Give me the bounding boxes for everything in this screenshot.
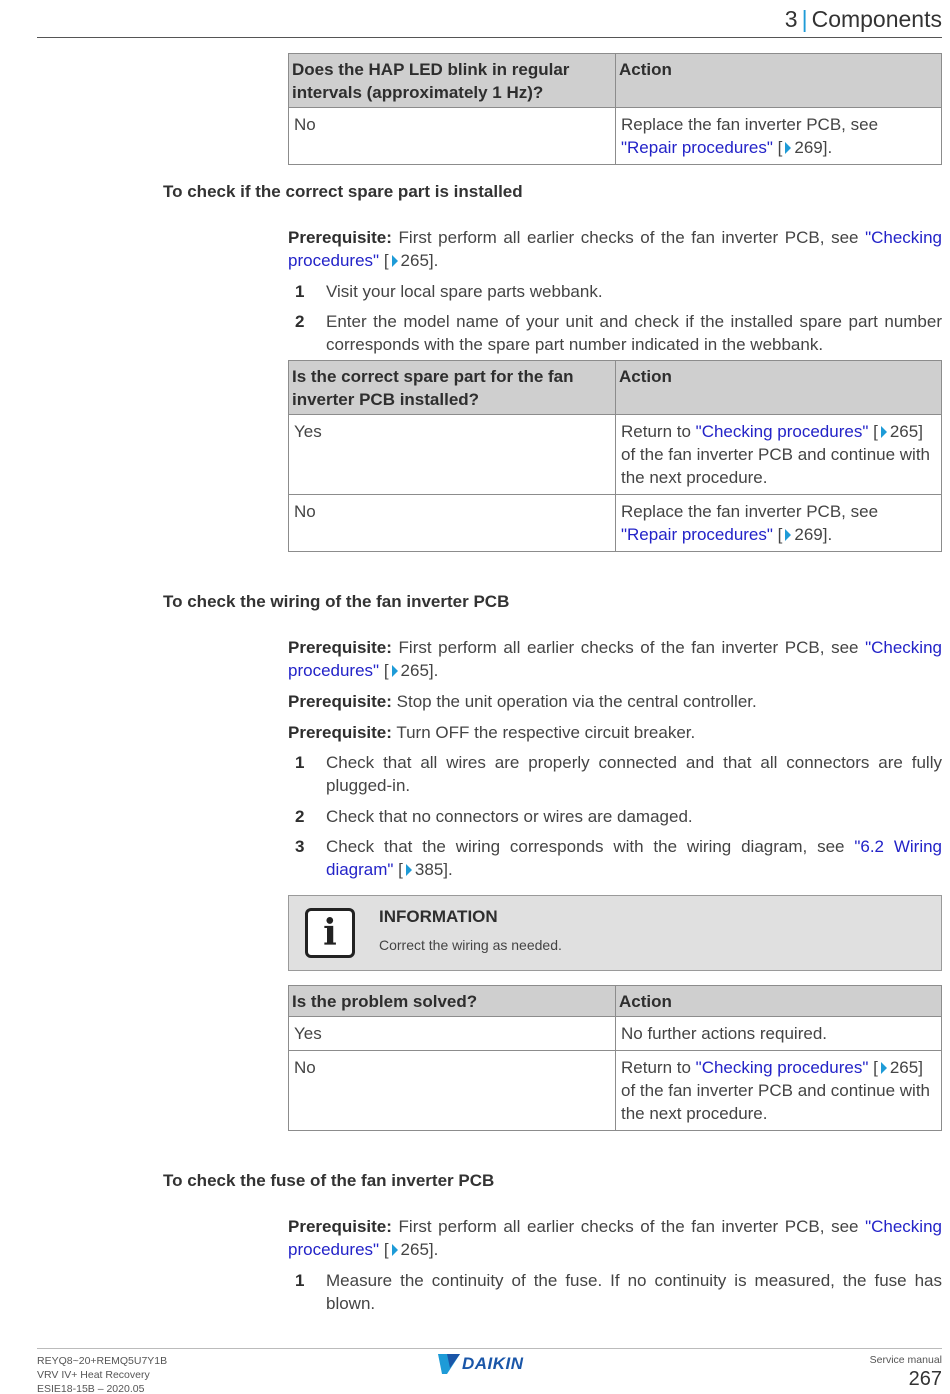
step-text-body: Check that the wiring corresponds with the wiring diagram, see (326, 837, 855, 856)
ref-open: [ (772, 525, 783, 544)
step-number: 2 (295, 807, 305, 826)
table-header-action: Action (616, 986, 942, 1017)
table-header-row (289, 986, 942, 1017)
daikin-logo (438, 1352, 524, 1376)
info-icon: i (305, 908, 355, 958)
page-ref-arrow-icon (392, 1244, 398, 1256)
checking-procedures-link[interactable]: "Checking procedures" (288, 638, 942, 680)
wiring-diagram-link[interactable]: "6.2 Wiring diagram" (326, 837, 943, 879)
step-number: 1 (295, 1271, 305, 1290)
prerequisite-text: Stop the unit operation via the central controller. (391, 692, 757, 711)
ref-close: ]. (443, 860, 453, 879)
prerequisite-paragraph (288, 636, 942, 682)
page-ref-arrow-icon (392, 665, 398, 677)
page-ref[interactable]: 265 (400, 661, 429, 680)
page-ref[interactable]: 265 (889, 1058, 919, 1077)
table-cell-answer: Yes (289, 415, 616, 495)
page-ref-arrow-icon (785, 142, 791, 154)
table-row (289, 108, 942, 165)
prerequisite-paragraph (288, 226, 942, 272)
prerequisite-label: Prerequisite: (288, 692, 392, 711)
page-ref[interactable]: 269 (794, 525, 823, 544)
step-text (326, 835, 942, 881)
page-ref[interactable]: 265 (400, 1240, 429, 1259)
ref-open: [ (393, 860, 403, 879)
table-header-action: Action (616, 54, 942, 108)
step-number: 1 (295, 753, 305, 772)
section-title-fuse: To check the fuse of the fan inverter PCB (163, 1171, 495, 1190)
table-cell-answer: No (289, 1051, 616, 1131)
action-text: Return to (621, 1058, 696, 1077)
table-header-action: Action (616, 361, 942, 415)
table-row (289, 415, 942, 495)
step-item (295, 805, 942, 828)
page-ref[interactable]: 385 (414, 860, 444, 879)
ref-open: [ (379, 1240, 389, 1259)
action-text: Replace the fan inverter PCB, see (621, 502, 879, 521)
ref-open: [ (379, 661, 389, 680)
page-ref[interactable]: 265 (400, 251, 429, 270)
checking-procedures-link[interactable]: "Checking procedures" (288, 228, 942, 270)
section-title-wiring: To check the wiring of the fan inverter PCB (163, 592, 510, 611)
table-header-question: Does the HAP LED blink in regular intervals (approximately 1 Hz)? (289, 54, 616, 108)
header-separator: | (801, 6, 808, 32)
table-cell-action (616, 108, 942, 165)
table-cell-action: No further actions required. (616, 1017, 942, 1051)
table-row (289, 495, 942, 552)
action-text-tail: ] of the fan inverter PCB and continue with the next procedure. (621, 1058, 931, 1123)
table-cell-action (616, 1051, 942, 1131)
page-number: 267 (908, 1368, 942, 1390)
spare-part-table (288, 360, 942, 552)
action-text: Replace the fan inverter PCB, see (621, 115, 879, 134)
table-cell-action (616, 495, 942, 552)
prerequisite-label: Prerequisite: (288, 723, 392, 742)
ref-close: ]. (428, 1240, 439, 1259)
ref-close: ]. (822, 138, 833, 157)
table-cell-answer: Yes (289, 1017, 616, 1051)
ref-open: [ (772, 138, 783, 157)
step-item (295, 310, 942, 356)
information-title: INFORMATION (379, 907, 498, 926)
table-row (289, 1017, 942, 1051)
prerequisite-text: First perform all earlier checks of the fan inverter PCB, see (391, 1217, 866, 1236)
table-header-question: Is the problem solved? (289, 986, 616, 1017)
prerequisite-text: First perform all earlier checks of the fan inverter PCB, see (391, 638, 866, 657)
step-item (295, 1269, 942, 1315)
ref-open: [ (868, 1058, 878, 1077)
ref-open: [ (868, 422, 878, 441)
step-text: Check that no connectors or wires are damaged. (326, 807, 693, 826)
checking-procedures-link[interactable]: "Checking procedures" (695, 422, 869, 441)
ref-close: ]. (428, 661, 439, 680)
footer-divider (37, 1348, 942, 1349)
ref-open: [ (379, 251, 389, 270)
page-ref-arrow-icon (785, 529, 791, 541)
page-ref-arrow-icon (881, 1062, 887, 1074)
logo-wordmark: DAIKIN (462, 1354, 524, 1373)
step-number: 2 (295, 312, 305, 331)
action-text-tail: ]. (822, 525, 833, 544)
table-cell-answer: No (289, 495, 616, 552)
prerequisite-label: Prerequisite: (288, 638, 392, 657)
action-text-tail: ] of the fan inverter PCB and continue with the next procedure. (621, 422, 931, 487)
chapter-number: 3 (784, 6, 798, 32)
checking-procedures-link[interactable]: "Checking procedures" (695, 1058, 869, 1077)
footer-doc-id: ESIE18-15B – 2020.05 (37, 1383, 145, 1394)
step-text: Measure the continuity of the fuse. If no continuity is measured, the fuse has blown. (326, 1271, 942, 1313)
prerequisite-paragraph (288, 690, 942, 713)
footer-model: REYQ8~20+REMQ5U7Y1B (37, 1355, 168, 1367)
prerequisite-paragraph (288, 1215, 942, 1261)
page-ref[interactable]: 269 (794, 138, 823, 157)
problem-solved-table (288, 985, 942, 1131)
footer-page-info (870, 1354, 942, 1391)
checking-procedures-link[interactable]: "Checking procedures" (288, 1217, 942, 1259)
header-divider (37, 37, 942, 38)
step-item (295, 835, 942, 881)
table-header-question: Is the correct spare part for the fan inverter PCB installed? (289, 361, 616, 415)
information-box (288, 895, 942, 971)
action-text: Return to (621, 422, 696, 441)
page-ref[interactable]: 265 (889, 422, 919, 441)
prerequisite-text: Turn OFF the respective circuit breaker. (391, 723, 696, 742)
prerequisite-label: Prerequisite: (288, 228, 392, 247)
footer-product: VRV IV+ Heat Recovery (37, 1369, 150, 1381)
table-row (289, 1051, 942, 1131)
table-header-row (289, 361, 942, 415)
footer-doc-type: Service manual (869, 1354, 942, 1366)
information-body: Correct the wiring as needed. (379, 937, 562, 953)
repair-procedures-link[interactable]: "Repair procedures" (621, 138, 773, 157)
page-ref-arrow-icon (881, 426, 887, 438)
step-text: Check that all wires are properly connected and that all connectors are fully plugged-in. (326, 753, 942, 795)
prerequisite-text: First perform all earlier checks of the fan inverter PCB, see (391, 228, 866, 247)
step-item (295, 280, 942, 303)
step-item (295, 751, 942, 797)
page-header (785, 6, 942, 33)
table-cell-action (616, 415, 942, 495)
ref-close: ]. (428, 251, 439, 270)
page-ref-arrow-icon (406, 864, 412, 876)
step-text: Visit your local spare parts webbank. (326, 282, 603, 301)
step-number: 3 (295, 837, 305, 856)
page-ref-arrow-icon (392, 255, 398, 267)
footer-document-info (37, 1354, 167, 1394)
step-text: Enter the model name of your unit and check if the installed spare part number corresponds with the spare part number indicated in the webbank. (326, 312, 942, 354)
hap-led-table (288, 53, 942, 165)
table-header-row (289, 54, 942, 108)
table-cell-answer: No (289, 108, 616, 165)
prerequisite-paragraph (288, 721, 942, 744)
repair-procedures-link[interactable]: "Repair procedures" (621, 525, 773, 544)
step-number: 1 (295, 282, 305, 301)
chapter-title: Components (811, 6, 942, 32)
prerequisite-label: Prerequisite: (288, 1217, 392, 1236)
daikin-logo-icon (438, 1354, 460, 1374)
section-title-spare-part: To check if the correct spare part is installed (163, 182, 523, 201)
